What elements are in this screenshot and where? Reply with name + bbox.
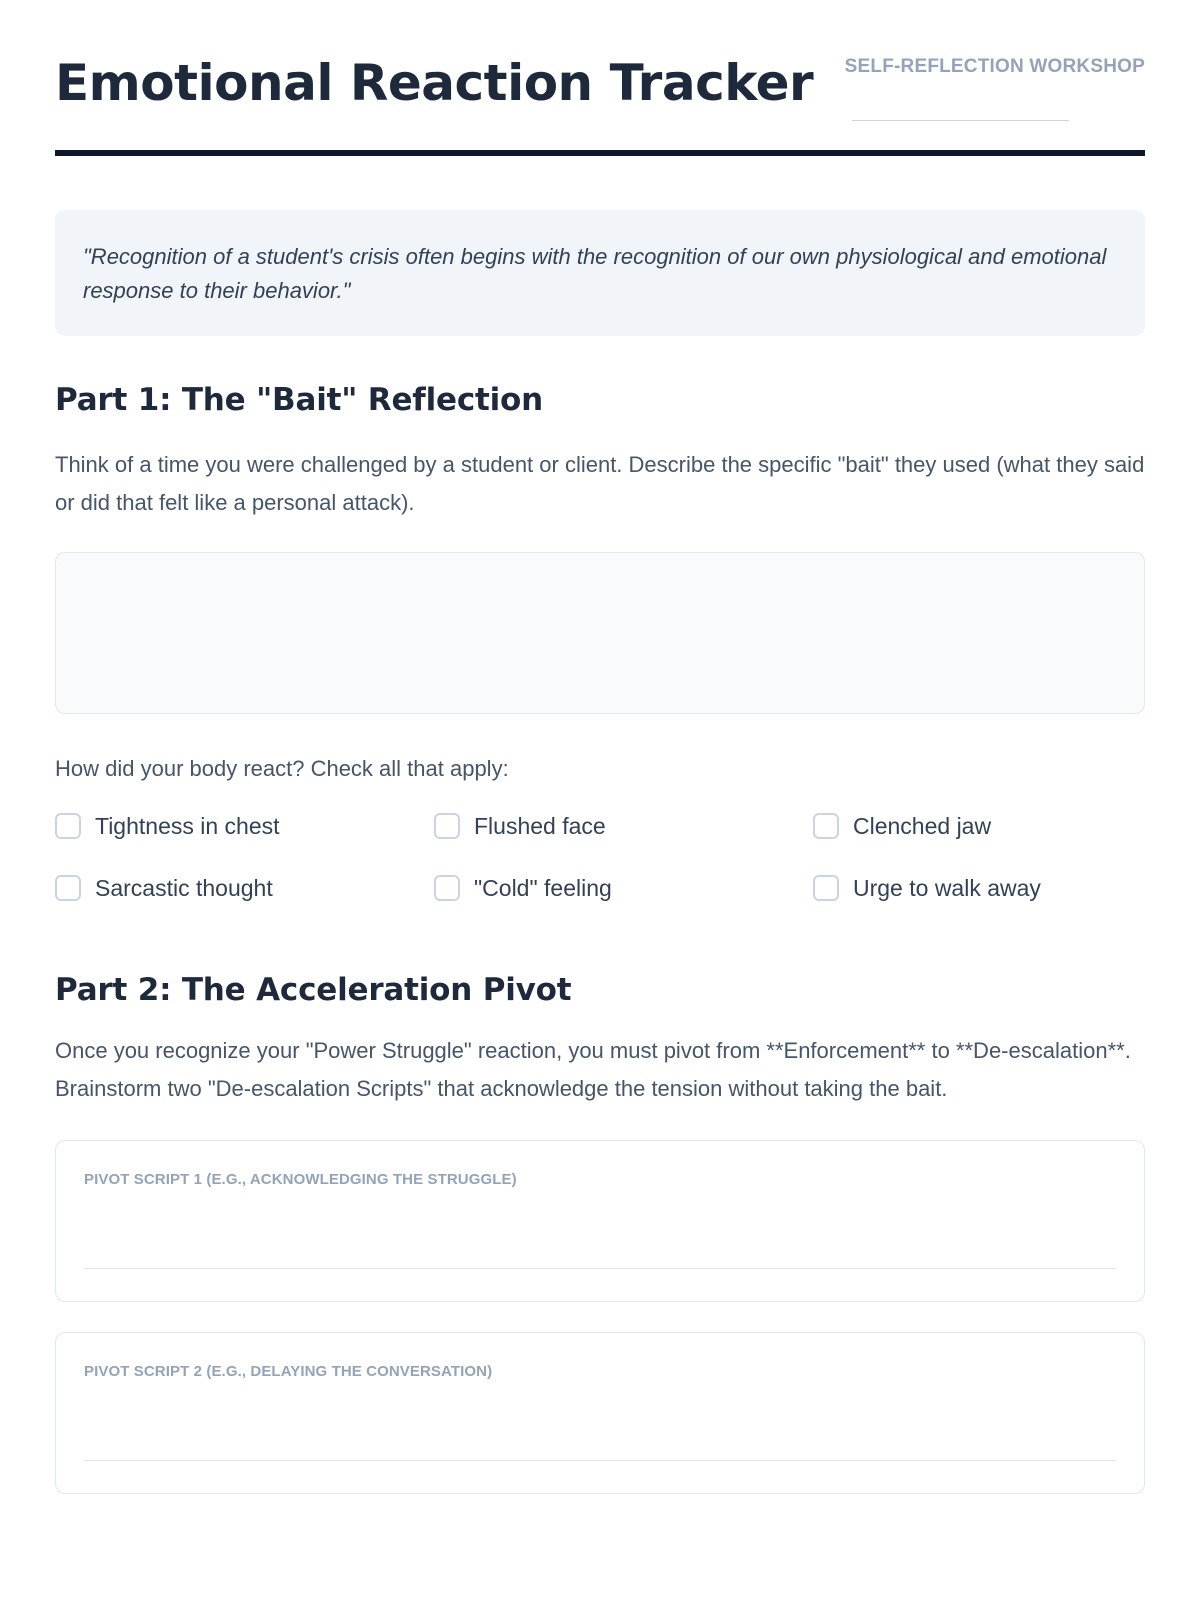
checkbox-label: Clenched jaw	[853, 812, 992, 839]
intro-quote: "Recognition of a student's crisis often begins with the recognition of our own physiological and emotional response to their behavior."	[55, 210, 1145, 336]
pivot-script-2-input[interactable]	[84, 1460, 1116, 1461]
checkbox-clenched-jaw[interactable]	[813, 812, 1145, 840]
checkbox-tightness-in-chest[interactable]	[55, 812, 434, 840]
checkbox-urge-to-walk-away[interactable]	[813, 874, 1145, 902]
checkbox-box[interactable]	[434, 875, 460, 901]
checkbox-label: Flushed face	[474, 812, 606, 839]
body-reaction-prompt: How did your body react? Check all that apply:	[55, 756, 509, 781]
pivot-script-1-card	[55, 1140, 1145, 1302]
page-title: Emotional Reaction Tracker	[55, 54, 814, 112]
checkbox-box[interactable]	[434, 813, 460, 839]
checkbox-sarcastic-thought[interactable]	[55, 874, 434, 902]
body-reaction-checklist	[55, 812, 1145, 902]
checkbox-label: Sarcastic thought	[95, 874, 273, 901]
checkbox-flushed-face[interactable]	[434, 812, 813, 840]
checkbox-label: Urge to walk away	[853, 874, 1041, 901]
part2-heading: Part 2: The Acceleration Pivot	[55, 972, 572, 1008]
pivot-script-2-card	[55, 1332, 1145, 1494]
checkbox-cold-feeling[interactable]	[434, 874, 813, 902]
checkbox-box[interactable]	[55, 875, 81, 901]
pivot-script-1-input[interactable]	[84, 1268, 1116, 1269]
bait-response-textarea[interactable]	[55, 552, 1145, 714]
checkbox-box[interactable]	[813, 813, 839, 839]
pivot-script-2-label: PIVOT SCRIPT 2 (E.G., DELAYING THE CONVERSATION)	[84, 1363, 493, 1380]
pivot-script-1-label: PIVOT SCRIPT 1 (E.G., ACKNOWLEDGING THE STRUGGLE)	[84, 1171, 517, 1188]
checkbox-box[interactable]	[813, 875, 839, 901]
part1-heading: Part 1: The "Bait" Reflection	[55, 382, 544, 418]
checkbox-label: "Cold" feeling	[474, 874, 612, 901]
workshop-underline	[852, 120, 1069, 121]
checkbox-label: Tightness in chest	[95, 812, 280, 839]
checkbox-box[interactable]	[55, 813, 81, 839]
workshop-label: SELF-REFLECTION WORKSHOP	[844, 56, 1145, 77]
part1-description: Think of a time you were challenged by a student or client. Describe the specific "bait" they used (what they said or did that felt like a personal attack).	[55, 452, 1145, 515]
part2-description: Once you recognize your "Power Struggle" reaction, you must pivot from **Enforcement** to **De-escalation**. Brainstorm two "De-escalation Scripts" that acknowledge the tension without taking the bait.	[55, 1038, 1131, 1101]
page-header	[55, 0, 1145, 156]
